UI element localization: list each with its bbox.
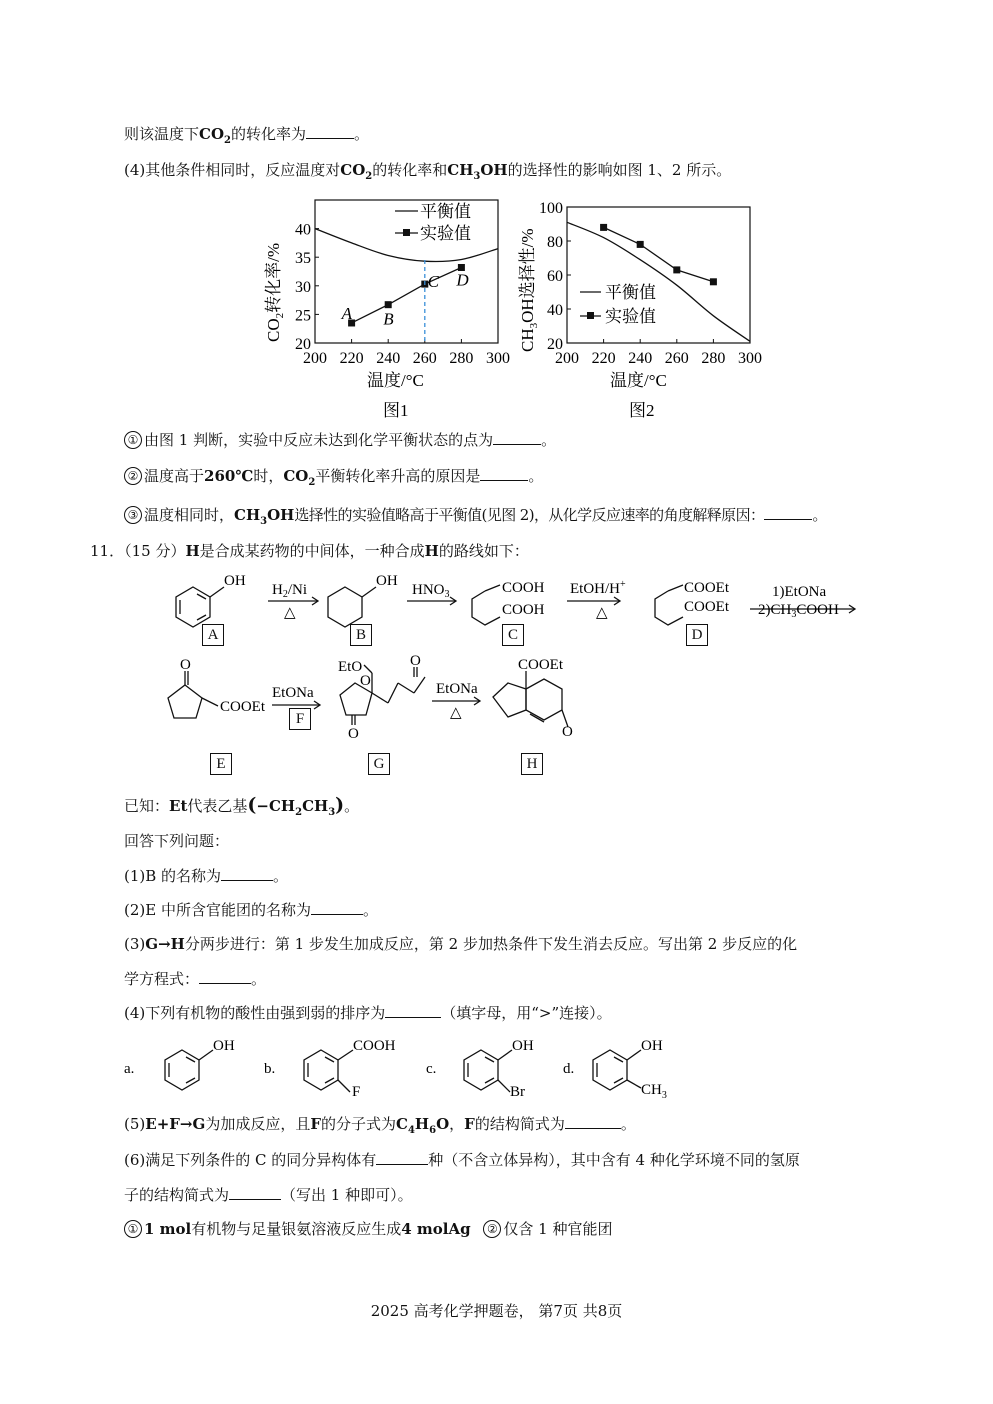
- point-label: A: [341, 303, 352, 323]
- q11-stem: [90, 541, 529, 561]
- compound-g: G: [145, 935, 159, 953]
- question-number: 11．（15 分）: [90, 542, 186, 560]
- q4-3: [124, 505, 827, 532]
- x-tick-label: 280: [701, 350, 726, 367]
- p6-text: (6)满足下列条件的 C 的同分异构体有: [124, 1151, 377, 1169]
- temperature: 260℃: [204, 467, 254, 485]
- y-axis-label: $CH_3OH$选择性/%: [518, 228, 540, 352]
- answer-blank[interactable]: [306, 124, 354, 139]
- p6-line2-end: （写出 1 种即可）。: [281, 1186, 413, 1204]
- p6: [124, 1150, 800, 1170]
- end: 。: [362, 901, 378, 919]
- series-line-experimental: [352, 267, 462, 322]
- formula-o: O: [436, 1115, 450, 1133]
- p5-post: 的结构简式为: [474, 1115, 565, 1133]
- p5: [124, 1114, 636, 1141]
- end: 。: [541, 431, 557, 449]
- ch3oh-formula: CH: [234, 506, 261, 524]
- circled-number: ②: [483, 1220, 501, 1238]
- answer-blank[interactable]: [229, 1185, 281, 1200]
- q11-mid: 是合成某药物的中间体，一种合成: [199, 542, 425, 560]
- q4-stem: [124, 160, 731, 187]
- label-c: C: [502, 624, 524, 646]
- p3: [124, 934, 797, 954]
- known-line: 已知：Et代表乙基$(-CH_2CH_3)$。: [124, 794, 360, 818]
- point-label: D: [456, 270, 469, 290]
- arrow: →: [179, 1115, 193, 1133]
- q4-2-mid: 时，: [253, 467, 284, 485]
- known-pre: 已知：: [124, 797, 170, 815]
- circled-number: ②: [124, 467, 142, 485]
- p2: [124, 900, 378, 920]
- formula-h: H: [414, 1115, 430, 1133]
- cooh-label: COOH: [353, 1038, 396, 1054]
- p6-conditions: [124, 1219, 613, 1239]
- p1: [124, 866, 288, 886]
- structure-d: [593, 1050, 641, 1090]
- y-tick-label: 35: [295, 250, 311, 268]
- q4-1: [124, 430, 556, 450]
- co2-sub: 2: [308, 477, 316, 488]
- r1-reagent: $H_2/Ni$: [272, 582, 308, 600]
- o-label: O: [348, 726, 359, 742]
- et-symbol: Et: [169, 797, 188, 815]
- series-line-experimental: [604, 227, 714, 281]
- p4-post: （填字母，用“>”连接）。: [441, 1004, 612, 1022]
- legend: [580, 283, 656, 326]
- r4-reagent: 1)EtONa: [772, 584, 827, 600]
- cond1-text: 有机物与足量银氨溶液反应生成: [191, 1220, 402, 1238]
- data-point: [637, 241, 644, 248]
- series-points: [600, 224, 717, 285]
- compound-b-structure: [328, 587, 376, 627]
- option-b: b.: [264, 1061, 276, 1077]
- end: 。: [251, 970, 267, 988]
- r4-reagent2: $2)CH_3COOH$: [758, 602, 839, 620]
- q4-2-text: 温度高于: [144, 467, 205, 485]
- cooh-label: COOH: [502, 602, 545, 618]
- oh-label: OH: [224, 573, 246, 589]
- x-tick-label: 200: [303, 350, 327, 367]
- co2-sub: 2: [365, 171, 373, 182]
- point-label: C: [427, 272, 440, 292]
- x-tick-label: 220: [339, 350, 364, 367]
- answer-blank[interactable]: [221, 866, 273, 881]
- q3-tail: [124, 124, 369, 151]
- oh-label: OH: [376, 573, 398, 589]
- f-label: F: [352, 1084, 361, 1100]
- eto-label: EtO: [338, 659, 363, 675]
- x-axis-label: 温度/°C: [367, 371, 424, 390]
- compound-h: H: [424, 542, 439, 560]
- y-tick-label: 30: [295, 278, 311, 296]
- o-label: O: [562, 724, 573, 740]
- q3-text2: 的转化率为: [231, 125, 307, 143]
- known-mid: 代表乙基: [187, 797, 248, 815]
- p3-post: 分两步进行：第 1 步发生加成反应，第 2 步加热条件下发生消去反应。写出第 2 步反应的化: [184, 935, 798, 953]
- legend-marker: [587, 312, 594, 319]
- x-tick-label: 300: [486, 350, 510, 367]
- series-line-equilibrium: [567, 222, 750, 341]
- p3-line2: [124, 969, 266, 989]
- p4: [124, 1003, 612, 1023]
- compound-f: F: [310, 1115, 321, 1133]
- cond1-amount: 1 mol: [144, 1220, 192, 1238]
- label-h: H: [521, 753, 543, 775]
- r3-reagent: EtOH/H+: [570, 579, 626, 597]
- cooet-label: COOEt: [684, 599, 729, 615]
- x-tick-label: 240: [376, 350, 401, 367]
- end: 。: [812, 506, 828, 524]
- legend-ex-label: 实验值: [420, 224, 471, 243]
- compound-f: F: [169, 1115, 180, 1133]
- chart-figure-2: [515, 192, 785, 427]
- ch3oh-oh: OH: [267, 506, 295, 524]
- cooet-label: COOEt: [518, 657, 563, 673]
- y-axis-label: $CO_2$转化率/%: [264, 242, 286, 342]
- legend-eq-label: 平衡值: [605, 283, 656, 302]
- br-label: Br: [510, 1084, 525, 1100]
- ethyl-formula2: CH: [302, 797, 329, 815]
- formula-c: C: [396, 1115, 408, 1133]
- x-tick-label: 260: [664, 350, 689, 367]
- y-tick-label: 100: [539, 200, 563, 217]
- x-tick-label: 260: [412, 350, 437, 367]
- chart-title: 图2: [629, 401, 655, 420]
- p4-structures: [118, 1030, 738, 1105]
- x-tick-label: 240: [628, 350, 653, 367]
- structure-b: [304, 1050, 353, 1092]
- oh-label: OH: [213, 1038, 235, 1054]
- compound-h-structure: [493, 671, 568, 727]
- y-tick-label: 20: [547, 336, 563, 353]
- compound-c-structure: [472, 585, 500, 625]
- circled-number: ③: [124, 506, 142, 524]
- option-c: c.: [426, 1061, 437, 1077]
- legend-ex-label: 实验值: [605, 307, 656, 326]
- co2-sub: 2: [224, 135, 231, 146]
- page-footer: 2025 高考化学押题卷， 第7页 共8页: [370, 1302, 623, 1320]
- label-e: E: [210, 753, 232, 775]
- y-tick-label: 40: [547, 302, 563, 319]
- data-point: [710, 278, 717, 285]
- answer-blank[interactable]: [376, 1150, 428, 1165]
- ethyl-formula: −CH: [256, 797, 296, 815]
- q4-2: [124, 466, 543, 493]
- chart-figure-1: [255, 192, 525, 427]
- ch3oh-formula: CH: [447, 161, 474, 179]
- point-label: B: [383, 309, 394, 329]
- o-label: O: [360, 673, 371, 689]
- answer-blank[interactable]: [764, 505, 812, 520]
- data-point: [600, 224, 607, 231]
- r2-reagent: $HNO_3$: [412, 582, 450, 600]
- ch3oh-oh: OH: [480, 161, 508, 179]
- r6-heat: △: [450, 705, 462, 721]
- ch3oh-sub: 3: [260, 516, 268, 527]
- o-label: O: [180, 657, 191, 673]
- legend-marker: [403, 229, 410, 236]
- co2-formula: CO: [340, 161, 366, 179]
- cooet-label: COOEt: [220, 699, 265, 715]
- y-tick-label: 80: [547, 234, 563, 251]
- q4-2-post: 平衡转化率升高的原因是: [315, 467, 481, 485]
- p3-line2-text: 学方程式：: [124, 970, 200, 988]
- y-tick-label: 20: [295, 336, 311, 353]
- legend-eq-label: 平衡值: [420, 202, 471, 221]
- option-a: a.: [124, 1061, 135, 1077]
- sub: 4: [407, 1125, 415, 1136]
- q4-3-text: 温度相同时，: [144, 506, 235, 524]
- x-axis-label: 温度/°C: [610, 371, 667, 390]
- q4-mid: 的转化率和: [372, 161, 448, 179]
- r1-heat: △: [284, 605, 296, 621]
- sub: 2: [295, 807, 303, 818]
- co2-formula: CO: [283, 467, 309, 485]
- end: 。: [528, 467, 544, 485]
- q4-1-text: 由图 1 判断，实验中反应未达到化学平衡状态的点为: [144, 431, 494, 449]
- data-point: [673, 266, 680, 273]
- comma: ，: [449, 1115, 465, 1133]
- y-tick-label: 25: [295, 307, 311, 325]
- p6-line2-text: 子的结构简式为: [124, 1186, 230, 1204]
- q3-end: 。: [354, 125, 370, 143]
- compound-h: H: [170, 935, 185, 953]
- sub: 6: [429, 1125, 437, 1136]
- end: 。: [273, 867, 289, 885]
- p3-pre: (3): [124, 935, 146, 953]
- plus: +: [156, 1115, 170, 1133]
- p4-text: (4)下列有机物的酸性由强到弱的排序为: [124, 1004, 386, 1022]
- answer-blank[interactable]: [565, 1114, 621, 1129]
- co2-formula: CO: [199, 125, 225, 143]
- compound-a-structure: [176, 587, 224, 627]
- r6-reagent: EtONa: [436, 681, 478, 697]
- answer-blank[interactable]: [385, 1003, 441, 1018]
- compound-d-structure: [655, 585, 683, 625]
- answer-blank[interactable]: [311, 900, 363, 915]
- label-d: D: [686, 624, 708, 646]
- cooh-label: COOH: [502, 580, 545, 596]
- axis-ticks: [295, 222, 510, 367]
- p1-text: (1)B 的名称为: [124, 867, 222, 885]
- end: 。: [620, 1115, 636, 1133]
- circled-number: ①: [124, 1220, 142, 1238]
- r3-heat: △: [596, 605, 608, 621]
- r5-reagent: EtONa: [272, 685, 314, 701]
- answer-blank[interactable]: [199, 969, 251, 984]
- answer-intro: 回答下列问题：: [124, 832, 230, 850]
- chart-title: 图1: [383, 401, 409, 420]
- x-tick-label: 220: [591, 350, 616, 367]
- cooet-label: COOEt: [684, 580, 729, 596]
- compound-h: H: [185, 542, 200, 560]
- o-label: O: [410, 653, 421, 669]
- synthesis-scheme: [150, 565, 870, 785]
- structure-c: [464, 1050, 512, 1092]
- x-tick-label: 280: [449, 350, 474, 367]
- y-tick-label: 60: [547, 268, 563, 285]
- sub: 3: [328, 807, 336, 818]
- answer-blank[interactable]: [480, 466, 528, 481]
- compound-g: G: [192, 1115, 206, 1133]
- ch3oh-sub: 3: [473, 171, 481, 182]
- arrow: →: [158, 935, 171, 953]
- label-a: A: [202, 624, 224, 646]
- x-tick-label: 200: [555, 350, 579, 367]
- q3-text: 则该温度下: [124, 125, 200, 143]
- y-tick-label: 40: [295, 221, 311, 239]
- data-point: [385, 301, 392, 308]
- end: 。: [344, 797, 360, 815]
- x-tick-label: 300: [738, 350, 762, 367]
- label-g: G: [368, 753, 390, 775]
- q11-post: 的路线如下：: [438, 542, 529, 560]
- p5-mid2: 的分子式为: [320, 1115, 396, 1133]
- p2-text: (2)E 中所含官能团的名称为: [124, 901, 311, 919]
- oh-label: OH: [512, 1038, 534, 1054]
- q4-text: (4)其他条件相同时，反应温度对: [124, 161, 341, 179]
- ch3-label: $CH_3$: [641, 1082, 667, 1101]
- structure-a: [165, 1050, 213, 1090]
- compound-e: E: [145, 1115, 157, 1133]
- circled-number: ①: [124, 431, 142, 449]
- cond1-product: 4 molAg: [401, 1220, 471, 1238]
- answer-blank[interactable]: [493, 430, 541, 445]
- cond2-text: 仅含 1 种官能团: [503, 1220, 613, 1238]
- legend: [395, 202, 471, 243]
- p6-line2: [124, 1185, 413, 1205]
- compound-e-structure: [168, 671, 218, 718]
- label-b: B: [350, 624, 372, 646]
- p6-mid: 种（不含立体异构），其中含有 4 种化学环境不同的氢原: [428, 1151, 800, 1169]
- oh-label: OH: [641, 1038, 663, 1054]
- compound-f: F: [464, 1115, 475, 1133]
- p5-mid: 为加成反应，且: [205, 1115, 311, 1133]
- q4-post: 的选择性的影响如图 1、2 所示。: [507, 161, 732, 179]
- label-f: F: [289, 708, 311, 730]
- option-d: d.: [563, 1061, 575, 1077]
- q4-3-post: 选择性的实验值略高于平衡值(见图 2)，从化学反应速率的角度解释原因：: [294, 506, 765, 524]
- p5-pre: (5): [124, 1115, 146, 1133]
